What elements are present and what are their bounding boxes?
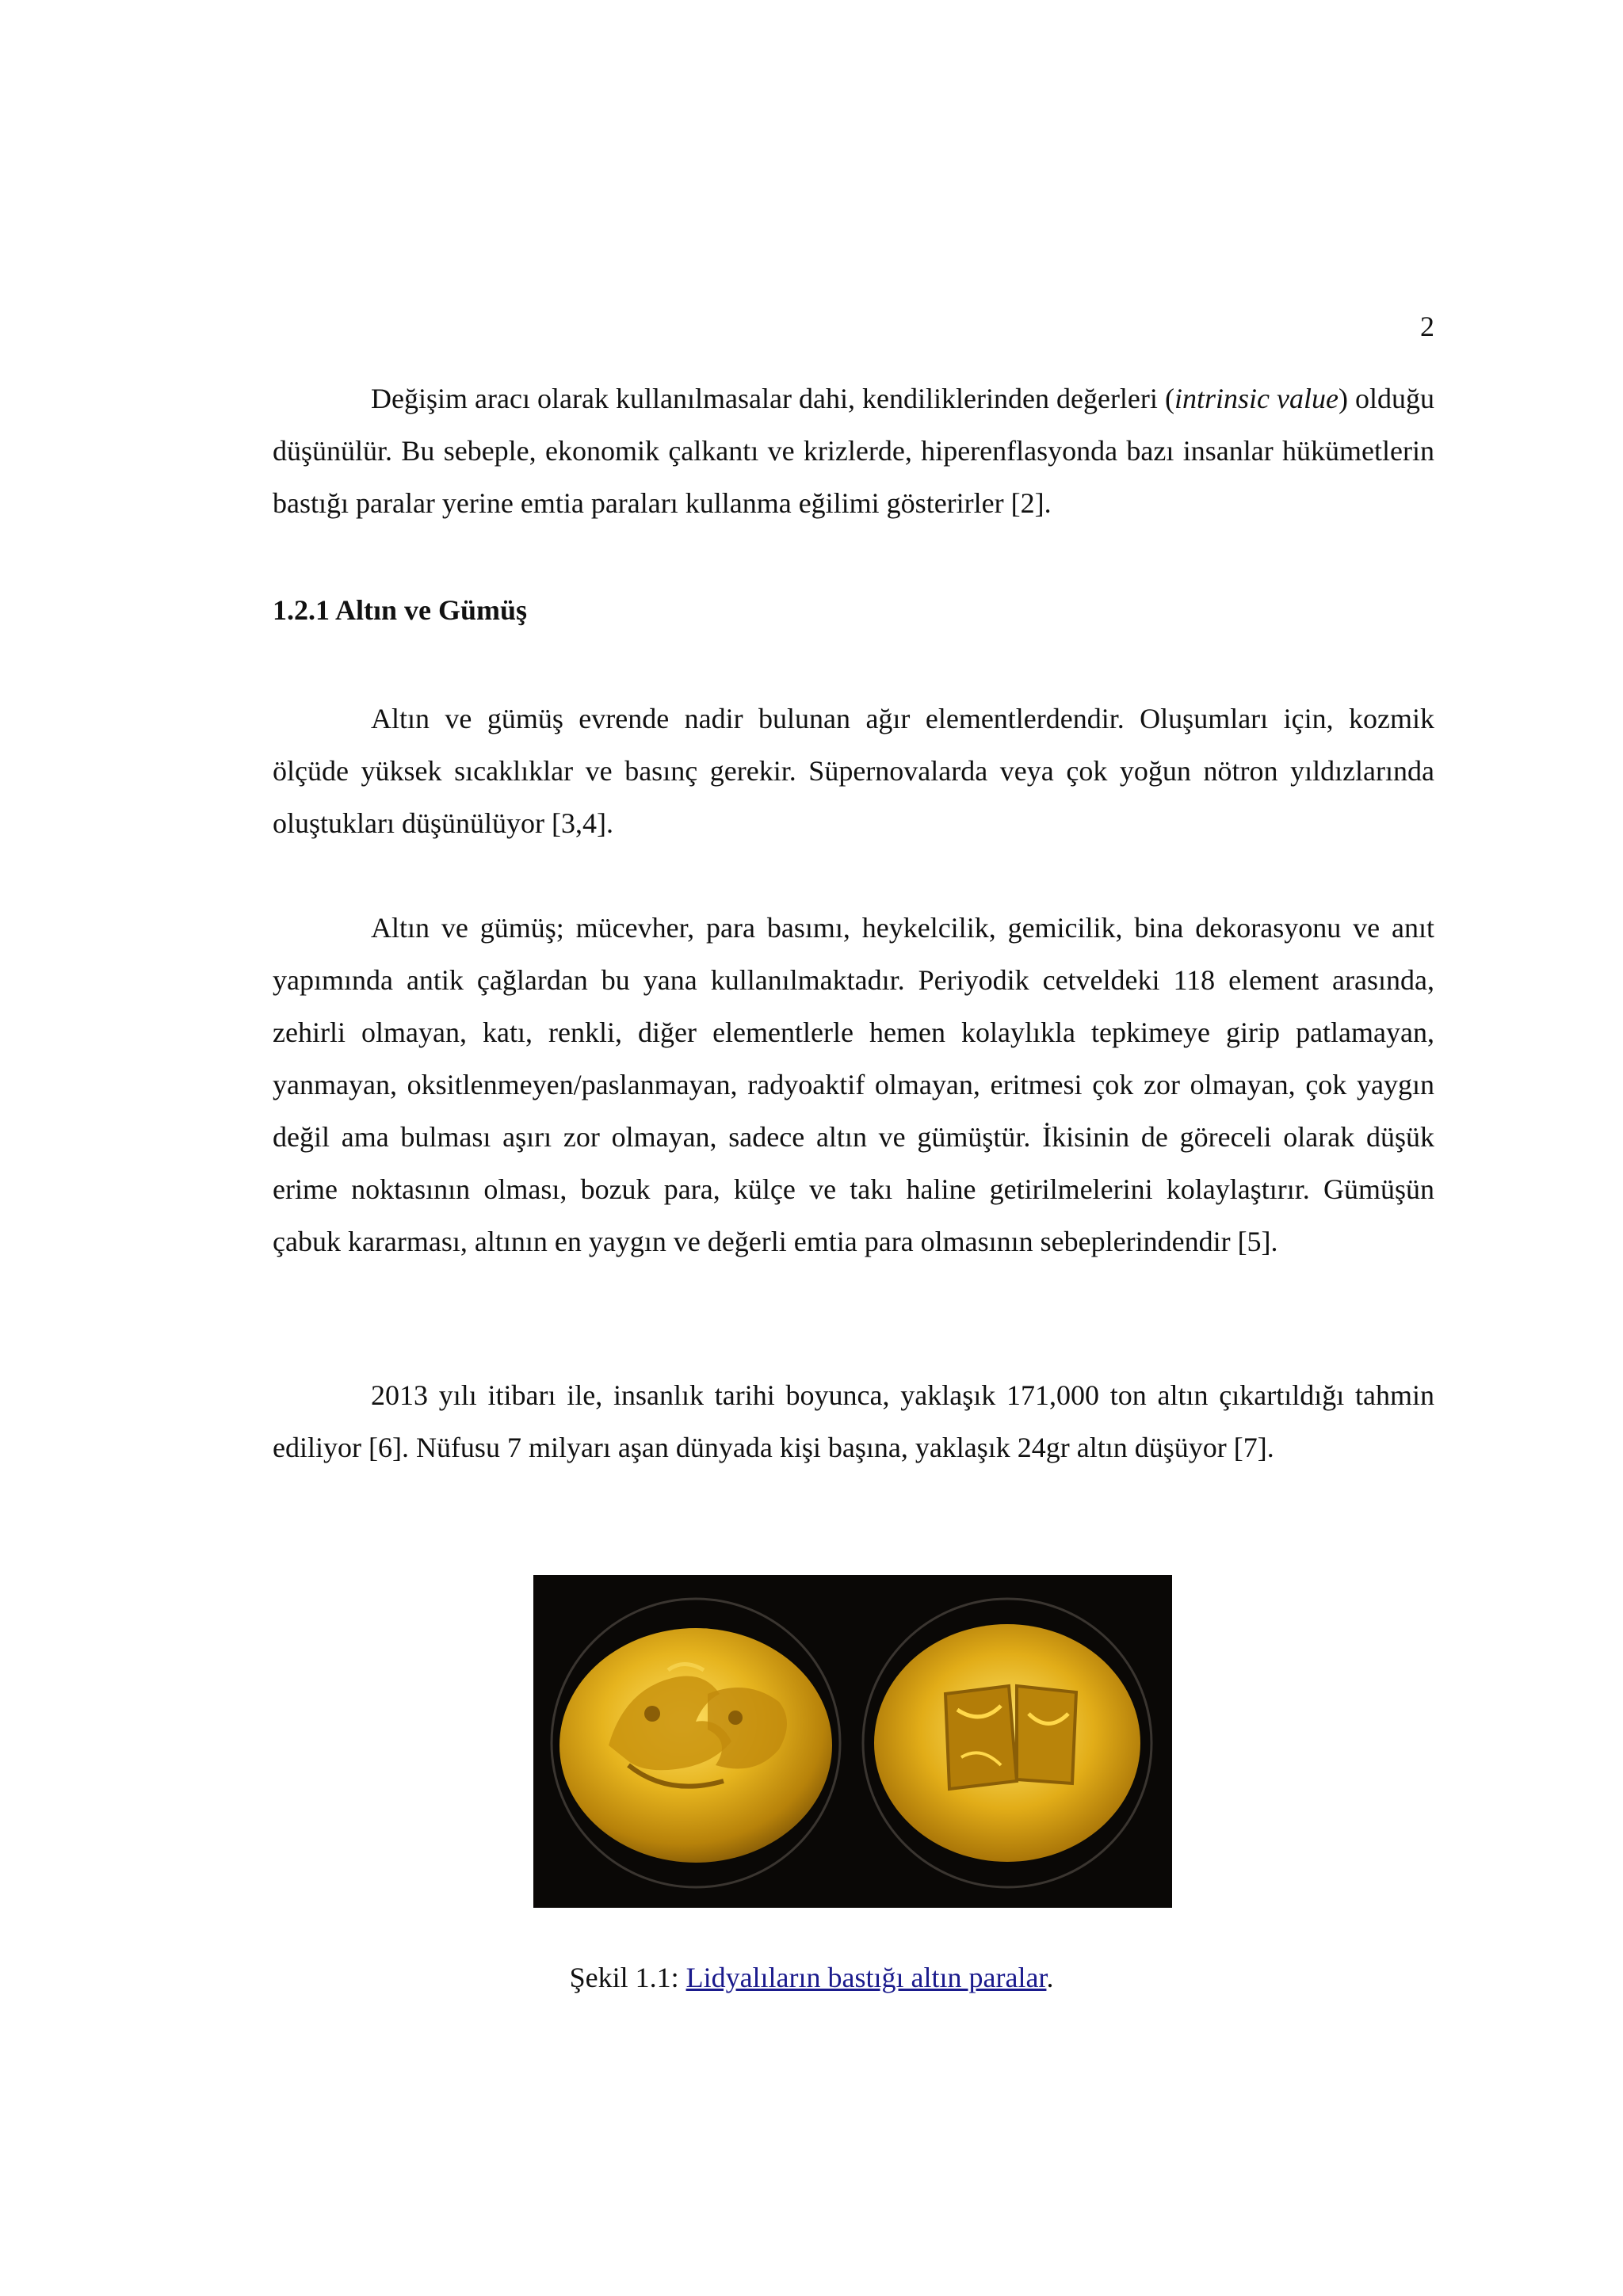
- caption-end: .: [1046, 1962, 1054, 1993]
- paragraph-1: [273, 372, 1434, 529]
- caption-link[interactable]: Lidyalıların bastığı altın paralar: [685, 1962, 1047, 1993]
- paragraph-3: [273, 902, 1434, 1268]
- paragraph-1-text-b: ) olduğu düşünülür. Bu sebeple, ekonomik çalkantı ve krizlerde, hiperenflasyonda bazı insanlar hükümetlerin bastığı paralar yerine emtia paraları kullanma eğilimi gösterirler [2].: [273, 383, 1434, 519]
- paragraph-1-emphasis: intrinsic value: [1174, 383, 1338, 414]
- coin-reverse-punch: [874, 1624, 1140, 1862]
- figure-lydian-gold-coins: [533, 1575, 1172, 1908]
- paragraph-3-text: Altın ve gümüş; mücevher, para basımı, heykelcilik, gemicilik, bina dekorasyonu ve anıt yapımında antik çağlardan bu yana kullanılmaktadır. Periyodik cetveldeki 118 element arasında, zehirli olmayan, katı, renkli, diğer elementlerle hemen kolaylıkla tepkimeye girip patlamayan, yanmayan, oksitlenmeyen/paslanmayan, radyoaktif olmayan, eritmesi çok zor olmayan, çok yaygın değil ama bulması aşırı zor olmayan, sadece altın ve gümüştür. İkisinin de göreceli olarak düşük erime noktasının olması, bozuk para, külçe ve takı haline getirilmelerini kolaylaştırır. Gümüşün çabuk kararması, altının en yaygın ve değerli emtia para olmasının sebeplerindendir [5].: [273, 912, 1434, 1257]
- paragraph-1-text-a: Değişim aracı olarak kullanılmasalar dahi, kendiliklerinden değerleri (: [371, 383, 1174, 414]
- paragraph-2-text: Altın ve gümüş evrende nadir bulunan ağır elementlerdendir. Oluşumları için, kozmik ölçüde yüksek sıcaklıklar ve basınç gerekir. Süpernovalarda veya çok yoğun nötron yıldızlarında oluştukları düşünülüyor [3,4].: [273, 703, 1434, 839]
- caption-label: Şekil 1.1:: [569, 1962, 686, 1993]
- figure-caption: [0, 1958, 1623, 1997]
- paragraph-4-text: 2013 yılı itibarı ile, insanlık tarihi boyunca, yaklaşık 171,000 ton altın çıkartıldığı tahmin ediliyor [6]. Nüfusu 7 milyarı aşan dünyada kişi başına, yaklaşık 24gr altın düşüyor [7].: [273, 1379, 1434, 1463]
- paragraph-2: [273, 692, 1434, 849]
- paragraph-4: [273, 1369, 1434, 1474]
- gold-coins-image: [533, 1575, 1172, 1908]
- page-number: 2: [1420, 311, 1434, 342]
- section-heading: 1.2.1 Altın ve Gümüş: [273, 594, 528, 626]
- coin-obverse-lion: [559, 1628, 832, 1863]
